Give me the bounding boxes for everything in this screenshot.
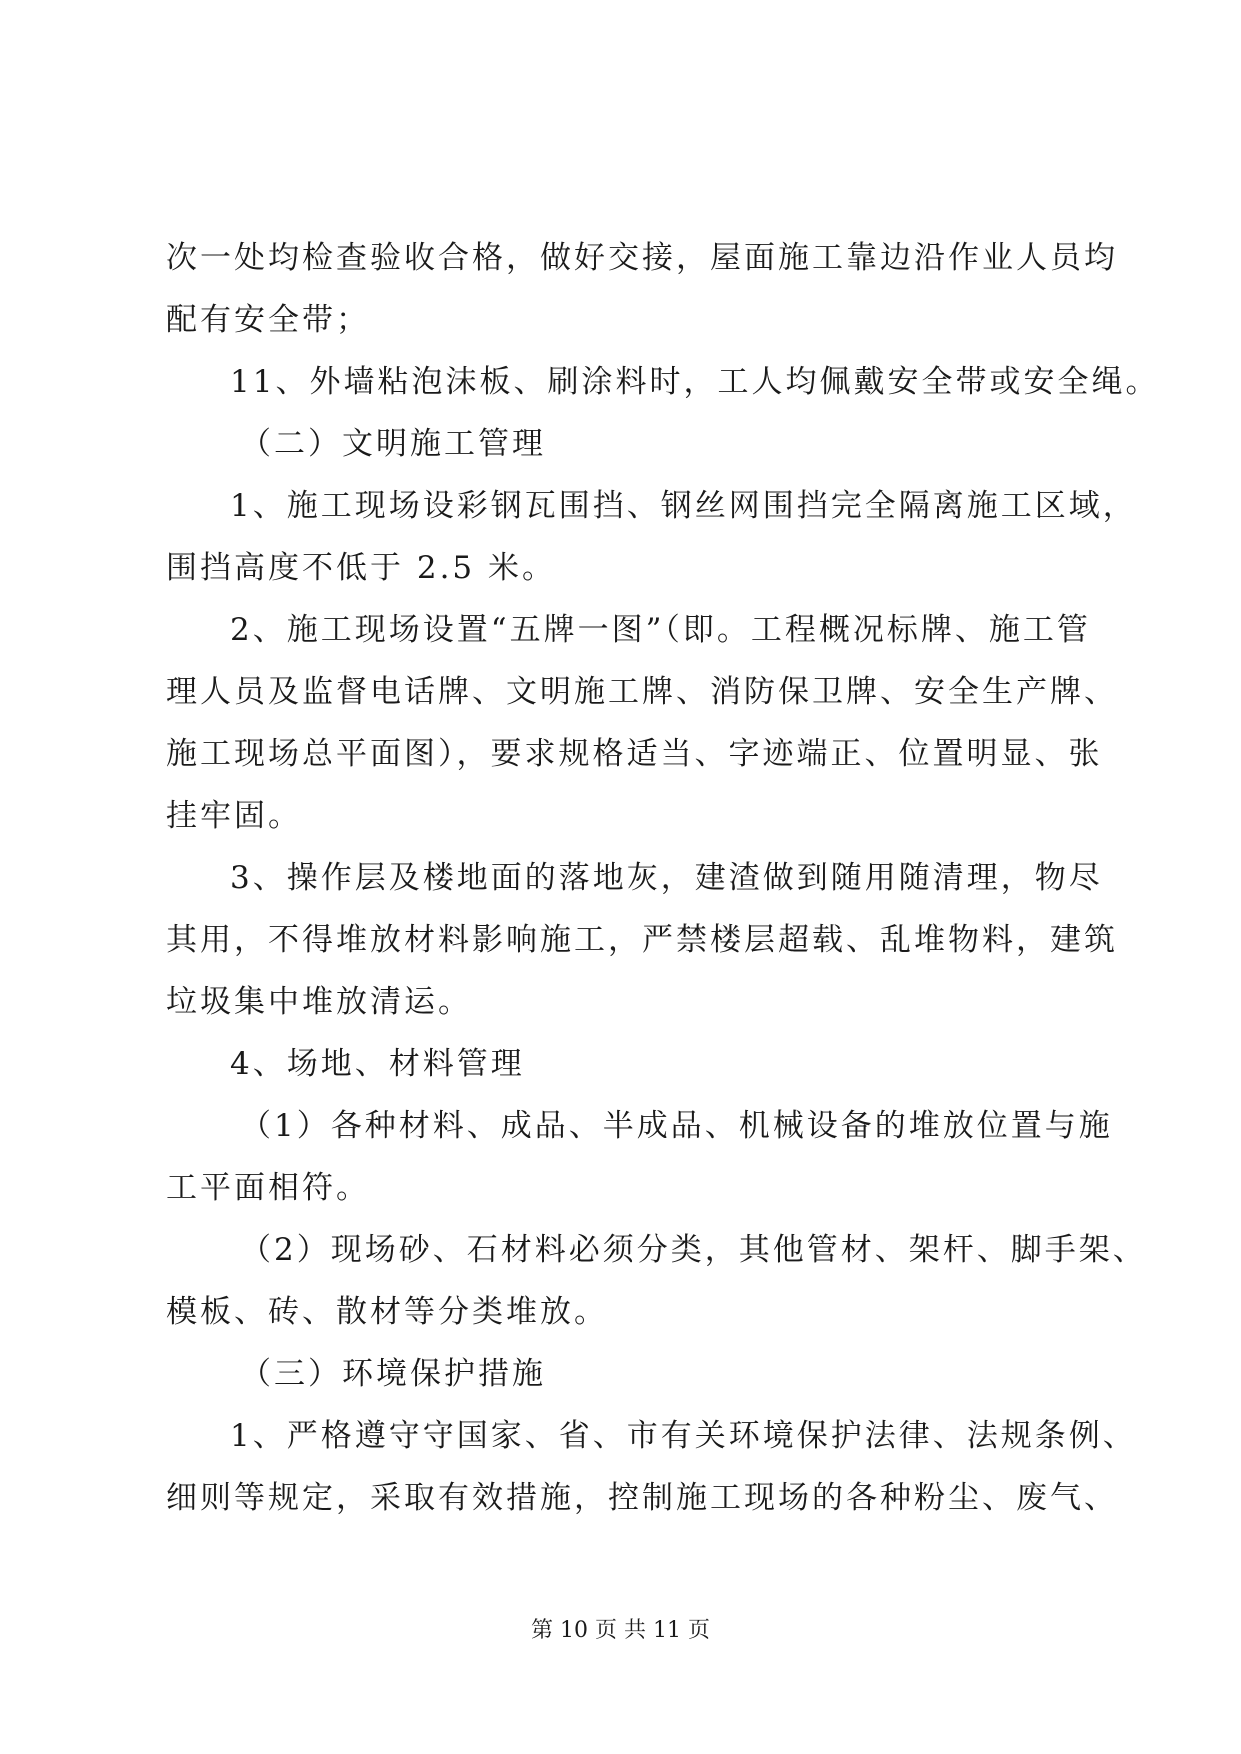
section-heading: （二）文明施工管理 [240,426,546,462]
section-heading: （三）环境保护措施 [240,1356,546,1392]
text-line: 工平面相符。 [166,1170,370,1206]
text-line: 施工现场总平面图），要求规格适当、字迹端正、位置明显、张 [166,736,1103,772]
text-line: 细则等规定，采取有效措施，控制施工现场的各种粉尘、废气、 [166,1480,1118,1516]
page-number-footer: 第 10 页 共 11 页 [531,1618,710,1643]
text-line: 垃圾集中堆放清运。 [166,984,472,1020]
text-line: 模板、砖、散材等分类堆放。 [166,1294,608,1330]
text-line: 围挡高度不低于 2.5 米。 [166,550,557,586]
text-line: 挂牢固。 [166,798,302,834]
text-line: （1）各种材料、成品、半成品、机械设备的堆放位置与施 [240,1108,1113,1144]
subsection-heading: 4、场地、材料管理 [230,1046,525,1082]
text-line: 11、外墙粘泡沫板、刷涂料时，工人均佩戴安全带或安全绳。 [230,364,1160,400]
text-line: 配有安全带； [166,302,370,338]
text-line: 理人员及监督电话牌、文明施工牌、消防保卫牌、安全生产牌、 [166,674,1118,710]
text-line: 1、严格遵守守国家、省、市有关环境保护法律、法规条例、 [230,1418,1137,1454]
document-body [166,227,1160,1529]
text-line: 次一处均检查验收合格，做好交接，屋面施工靠边沿作业人员均 [166,240,1118,276]
text-line: 2、施工现场设置“五牌一图”（即。工程概况标牌、施工管 [230,612,1091,648]
text-line: 3、操作层及楼地面的落地灰，建渣做到随用随清理，物尽 [230,860,1103,896]
text-line: 1、施工现场设彩钢瓦围挡、钢丝网围挡完全隔离施工区域， [230,488,1137,524]
text-line: （2）现场砂、石材料必须分类，其他管材、架杆、脚手架、 [240,1232,1147,1268]
text-line: 其用，不得堆放材料影响施工，严禁楼层超载、乱堆物料，建筑 [166,922,1118,958]
